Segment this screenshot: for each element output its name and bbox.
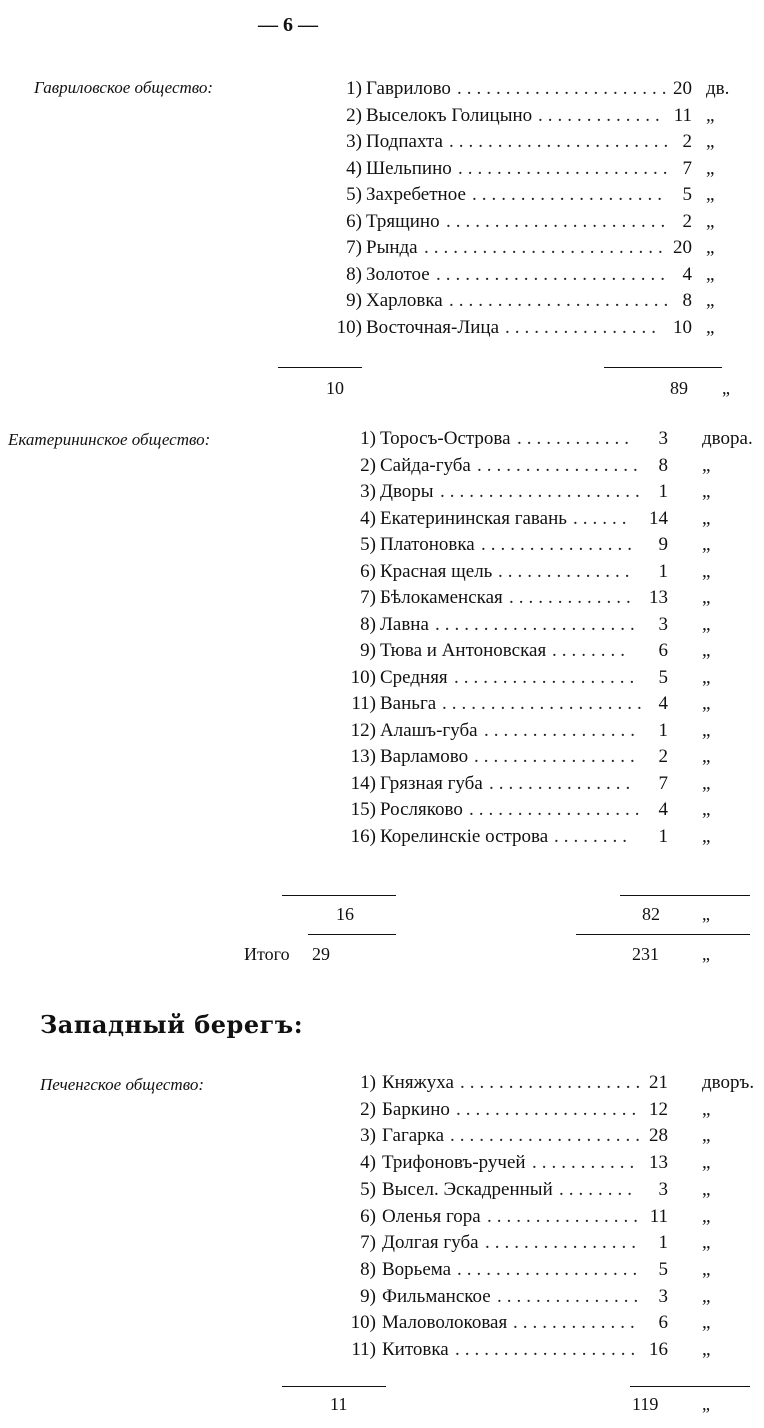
household-count: 3 — [658, 1285, 668, 1307]
household-count: 14 — [649, 507, 668, 529]
household-unit: „ — [702, 613, 711, 635]
list-item — [0, 797, 764, 823]
grand-total-rule — [576, 934, 750, 935]
household-unit: „ — [706, 157, 715, 179]
total-count: 82 — [642, 904, 660, 924]
total-rule — [630, 1386, 750, 1387]
item-number: 3) — [360, 1125, 376, 1147]
dot-leader: ...... — [573, 507, 632, 529]
item-number: 3) — [360, 481, 376, 502]
list-item — [0, 824, 764, 850]
item-number: 8) — [346, 263, 362, 285]
village-name: Тюва и Антоновская — [380, 640, 547, 661]
item-number: 15) — [350, 799, 376, 820]
list-item — [0, 1070, 764, 1096]
list-item — [0, 129, 764, 155]
household-unit: „ — [702, 1258, 711, 1280]
dot-leader: ................. — [474, 746, 640, 767]
list-item — [0, 262, 764, 288]
village-name: Алашъ-губа — [380, 719, 478, 741]
item-number: 10) — [350, 666, 376, 688]
household-unit: „ — [702, 1339, 711, 1360]
household-unit: „ — [702, 587, 711, 608]
dot-leader: ................. — [477, 454, 643, 476]
household-unit: „ — [702, 481, 711, 502]
village-name: Долгая губа — [382, 1232, 479, 1254]
item-number: 4) — [346, 157, 362, 179]
total-villages: 10 — [326, 378, 344, 398]
household-count: 3 — [658, 613, 668, 635]
household-unit: „ — [702, 1285, 711, 1307]
dot-leader: ..................... — [440, 481, 645, 502]
list-item — [0, 506, 764, 532]
grand-total-rule — [308, 934, 396, 935]
dot-leader: ........ — [552, 640, 630, 661]
item-number: 11) — [351, 693, 376, 714]
household-count: 9 — [658, 534, 668, 555]
list-item — [0, 612, 764, 638]
section-heading: Западный берегъ: — [40, 1010, 304, 1039]
item-number: 1) — [346, 78, 362, 99]
item-number: 9) — [346, 290, 362, 311]
list-item — [0, 1337, 764, 1363]
village-name: Торосъ-Острова — [380, 428, 511, 449]
item-number: 6) — [360, 1205, 376, 1227]
dot-leader: ............. — [509, 587, 636, 608]
household-unit: „ — [706, 184, 715, 205]
household-count: 20 — [673, 237, 692, 258]
dot-leader: .................... — [472, 184, 667, 205]
household-count: 7 — [682, 157, 692, 179]
item-number: 5) — [346, 184, 362, 205]
item-number: 2) — [346, 104, 362, 126]
dot-leader: ................ — [487, 1205, 643, 1227]
item-number: 14) — [350, 772, 376, 794]
item-number: 13) — [350, 746, 376, 767]
household-count: 6 — [658, 640, 668, 661]
item-number: 4) — [360, 507, 376, 529]
household-count: 8 — [658, 454, 668, 476]
household-count: 2 — [682, 131, 692, 152]
item-number: 1) — [360, 1072, 376, 1093]
list-item — [0, 1097, 764, 1123]
village-name: Оленья гора — [382, 1205, 481, 1227]
item-number: 6) — [360, 560, 376, 582]
grand-total-label: Итого — [244, 944, 290, 964]
village-name: Красная щель — [380, 560, 493, 582]
list-item — [0, 156, 764, 182]
dot-leader: ....................... — [446, 210, 671, 232]
list-item — [0, 1177, 764, 1203]
list-item — [0, 315, 764, 341]
total-unit: „ — [702, 904, 710, 924]
item-number: 3) — [346, 131, 362, 152]
village-name: Гаврилово — [366, 78, 451, 99]
list-item — [0, 288, 764, 314]
village-name: Екатерининская гавань — [380, 507, 567, 529]
household-count: 1 — [658, 560, 668, 582]
dot-leader: ....................... — [449, 290, 674, 311]
item-number: 5) — [360, 1178, 376, 1200]
household-count: 10 — [673, 316, 692, 338]
village-name: Восточная-Лица — [366, 316, 500, 338]
household-count: 4 — [658, 693, 668, 714]
total-rule — [282, 895, 396, 896]
society-title: Гавриловское общество: — [34, 78, 214, 97]
household-unit: „ — [702, 1125, 711, 1147]
household-count: 21 — [649, 1072, 668, 1093]
village-name: Сайда-губа — [380, 454, 471, 476]
household-unit: „ — [702, 799, 711, 820]
dot-leader: ..................... — [442, 693, 647, 714]
dot-leader: ..................... — [435, 613, 640, 635]
village-name: Захребетное — [366, 184, 466, 205]
village-name: Выселокъ Голицыно — [366, 104, 533, 126]
item-number: 8) — [360, 1258, 376, 1280]
household-unit: „ — [702, 1178, 711, 1200]
dot-leader: ......................... — [424, 237, 668, 258]
item-number: 2) — [360, 454, 376, 476]
item-number: 6) — [346, 210, 362, 232]
item-number: 4) — [360, 1152, 376, 1174]
household-count: 5 — [658, 1258, 668, 1280]
household-unit: „ — [702, 666, 711, 688]
list-item — [0, 182, 764, 208]
list-item — [0, 718, 764, 744]
item-number: 1) — [360, 428, 376, 449]
dot-leader: ............. — [538, 104, 665, 126]
list-item — [0, 453, 764, 479]
list-item — [0, 1123, 764, 1149]
dot-leader: ................... — [460, 1072, 646, 1093]
list-item — [0, 771, 764, 797]
total-count: 89 — [670, 378, 688, 398]
item-number: 7) — [360, 587, 376, 608]
item-number: 2) — [360, 1098, 376, 1120]
total-unit: „ — [722, 378, 730, 398]
item-number: 7) — [360, 1232, 376, 1254]
household-count: 5 — [682, 184, 692, 205]
household-unit: „ — [702, 1098, 711, 1120]
society-title: Печенгское общество: — [40, 1075, 205, 1094]
household-unit: „ — [702, 560, 711, 582]
village-name: Ворьема — [382, 1258, 452, 1280]
village-name: Баркино — [382, 1098, 450, 1120]
dot-leader: ................... — [454, 666, 640, 688]
household-unit: „ — [702, 693, 711, 714]
list-item — [0, 744, 764, 770]
dot-leader: ........... — [532, 1152, 640, 1174]
list-item — [0, 1257, 764, 1283]
item-number: 9) — [360, 640, 376, 661]
household-count: 7 — [658, 772, 668, 794]
dot-leader: ........................ — [436, 263, 670, 285]
village-name: Платоновка — [380, 534, 475, 555]
total-rule — [282, 1386, 386, 1387]
village-name: Золотое — [366, 263, 430, 285]
dot-leader: .............. — [498, 560, 635, 582]
list-item — [0, 532, 764, 558]
household-count: 16 — [649, 1339, 668, 1360]
village-name: Шельпино — [366, 157, 452, 179]
dot-leader: ........ — [554, 825, 632, 847]
item-number: 7) — [346, 237, 362, 258]
list-item — [0, 585, 764, 611]
item-number: 9) — [360, 1285, 376, 1307]
dot-leader: ............. — [513, 1312, 640, 1334]
village-name: Подпахта — [366, 131, 443, 152]
list-item — [0, 103, 764, 129]
dot-leader: ............... — [497, 1285, 644, 1307]
household-count: 3 — [658, 1178, 668, 1200]
grand-total-villages: 29 — [312, 944, 330, 964]
page-number: — 6 — — [258, 14, 318, 36]
item-number: 10) — [336, 316, 362, 338]
household-unit: „ — [702, 1312, 711, 1334]
household-unit: дв. — [706, 78, 730, 99]
household-count: 13 — [649, 587, 668, 608]
household-count: 1 — [658, 1232, 668, 1254]
village-name: Грязная губа — [380, 772, 483, 794]
household-unit: „ — [706, 263, 715, 285]
household-unit: двора. — [702, 428, 753, 449]
household-count: 1 — [658, 481, 668, 502]
household-unit: „ — [706, 290, 715, 311]
total-rule — [278, 367, 362, 368]
household-unit: „ — [702, 454, 711, 476]
item-number: 12) — [350, 719, 376, 741]
household-count: 1 — [658, 825, 668, 847]
total-villages: 11 — [330, 1394, 348, 1414]
village-name: Китовка — [382, 1339, 449, 1360]
list-item — [0, 235, 764, 261]
dot-leader: ...................... — [457, 78, 672, 99]
dot-leader: ............ — [517, 428, 634, 449]
dot-leader: ................ — [481, 534, 637, 555]
village-name: Маловолоковая — [382, 1312, 508, 1334]
household-unit: „ — [706, 316, 715, 338]
list-item — [0, 1150, 764, 1176]
village-name: Трящино — [366, 210, 440, 232]
village-name: Ваньга — [380, 693, 437, 714]
village-name: Росляково — [380, 799, 463, 820]
list-item — [0, 76, 764, 102]
list-item — [0, 1204, 764, 1230]
list-item — [0, 479, 764, 505]
village-name: Рында — [366, 237, 418, 258]
village-name: Харловка — [366, 290, 443, 311]
household-unit: „ — [702, 1152, 711, 1174]
household-count: 3 — [658, 428, 668, 449]
household-count: 2 — [682, 210, 692, 232]
village-name: Высел. Эскадренный — [382, 1178, 553, 1200]
household-count: 28 — [649, 1125, 668, 1147]
household-unit: „ — [702, 719, 711, 741]
dot-leader: ................... — [457, 1258, 643, 1280]
list-item — [0, 209, 764, 235]
household-unit: „ — [702, 772, 711, 794]
household-unit: „ — [702, 1232, 711, 1254]
dot-leader: .................. — [469, 799, 645, 820]
item-number: 10) — [350, 1312, 376, 1334]
village-name: Лавна — [380, 613, 429, 635]
dot-leader: ....................... — [449, 131, 674, 152]
dot-leader: ................... — [455, 1339, 641, 1360]
dot-leader: ................ — [485, 1232, 641, 1254]
dot-leader: ................ — [484, 719, 640, 741]
grand-total-unit: „ — [702, 944, 710, 964]
item-number: 16) — [350, 825, 376, 847]
village-name: Средняя — [380, 666, 448, 688]
household-count: 4 — [658, 799, 668, 820]
household-count: 6 — [658, 1312, 668, 1334]
society-title: Екатерининское общество: — [8, 430, 211, 449]
village-name: Трифоновъ-ручей — [382, 1152, 526, 1174]
list-item — [0, 426, 764, 452]
household-unit: „ — [706, 104, 715, 126]
household-unit: „ — [702, 746, 711, 767]
household-count: 4 — [682, 263, 692, 285]
item-number: 5) — [360, 534, 376, 555]
household-unit: дворъ. — [702, 1072, 755, 1093]
household-unit: „ — [702, 507, 711, 529]
list-item — [0, 559, 764, 585]
list-item — [0, 1310, 764, 1336]
list-item — [0, 638, 764, 664]
village-name: Княжуха — [382, 1072, 454, 1093]
dot-leader: ................... — [456, 1098, 642, 1120]
list-item — [0, 1230, 764, 1256]
household-unit: „ — [702, 534, 711, 555]
household-count: 12 — [649, 1098, 668, 1120]
household-count: 8 — [682, 290, 692, 311]
dot-leader: ............... — [489, 772, 636, 794]
total-unit: „ — [702, 1394, 710, 1414]
household-count: 13 — [649, 1152, 668, 1174]
dot-leader: ................ — [505, 316, 661, 338]
household-unit: „ — [706, 131, 715, 152]
household-unit: „ — [706, 237, 715, 258]
dot-leader: ........ — [559, 1178, 637, 1200]
list-item — [0, 691, 764, 717]
village-name: Варламово — [380, 746, 469, 767]
village-name: Корелинскіе острова — [380, 825, 549, 847]
household-unit: „ — [702, 640, 711, 661]
dot-leader: ...................... — [458, 157, 673, 179]
household-count: 11 — [673, 104, 692, 126]
village-name: Дворы — [380, 481, 434, 502]
household-unit: „ — [706, 210, 715, 232]
total-rule — [620, 895, 750, 896]
item-number: 11) — [351, 1339, 376, 1360]
household-count: 1 — [658, 719, 668, 741]
item-number: 8) — [360, 613, 376, 635]
grand-total-count: 231 — [632, 944, 659, 964]
village-name: Фильманское — [382, 1285, 491, 1307]
village-name: Гагарка — [382, 1125, 445, 1147]
household-unit: „ — [702, 825, 711, 847]
total-rule — [604, 367, 722, 368]
household-count: 11 — [649, 1205, 668, 1227]
list-item — [0, 665, 764, 691]
household-count: 2 — [658, 746, 668, 767]
dot-leader: .................... — [450, 1125, 645, 1147]
village-name: Бѣлокаменская — [380, 587, 503, 608]
list-item — [0, 1284, 764, 1310]
household-count: 5 — [658, 666, 668, 688]
total-villages: 16 — [336, 904, 354, 924]
household-count: 20 — [673, 78, 692, 99]
total-count: 119 — [632, 1394, 659, 1414]
household-unit: „ — [702, 1205, 711, 1227]
